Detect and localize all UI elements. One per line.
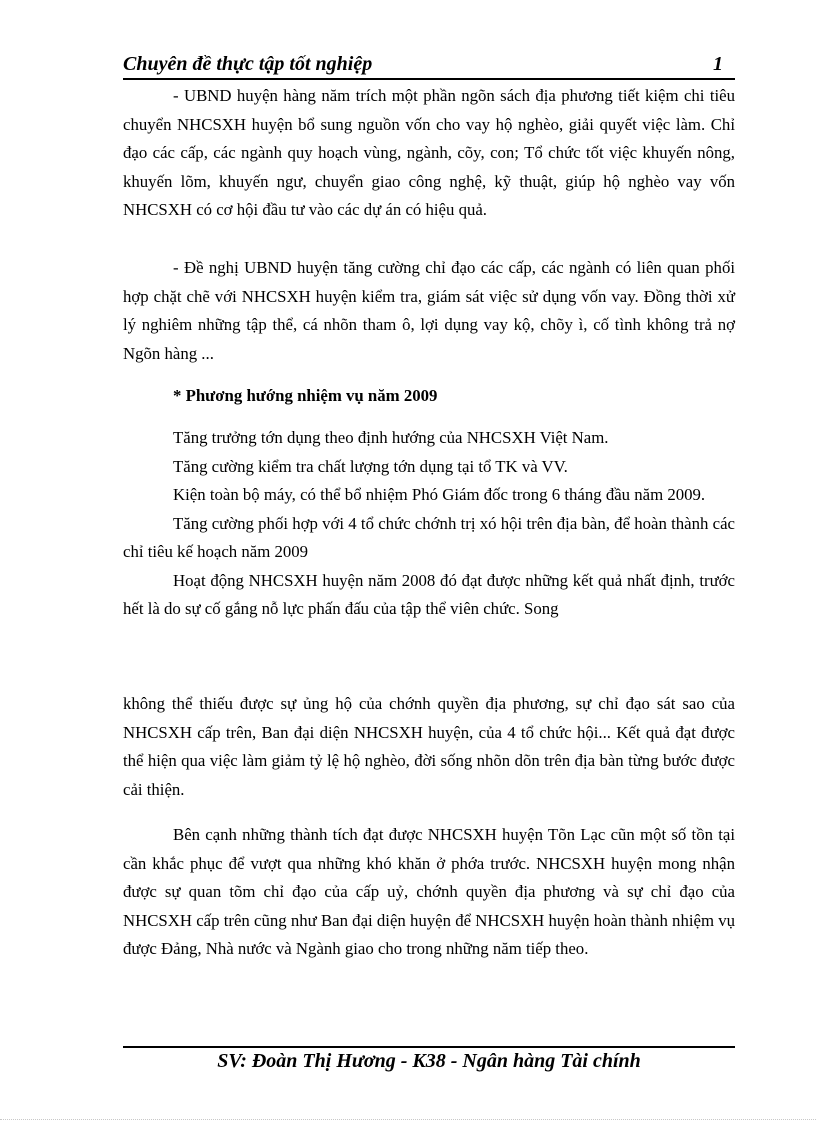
paragraph-text: Bên cạnh những thành tích đạt được NHCSXH huyện Tõn Lạc cũn một số tồn tại cần khắc phục để vượt qua những khó khăn ở phớa trước. NHCSXH huyện mong nhận được sự quan tõm chỉ đạo của cấp uỷ, chớnh quyền địa phương và sự chỉ đạo của NHCSXH cấp trên cũng như Ban đại diện huyện để NHCSXH huyện hoàn thành nhiệm vụ được Đảng, Nhà nước và Ngành giao cho trong những năm tiếp theo. <box>123 825 735 958</box>
task-item: Kiện toàn bộ máy, có thể bổ nhiệm Phó Giám đốc trong 6 tháng đầu năm 2009. <box>173 485 706 504</box>
task-item: Tăng trưởng tớn dụng theo định hướng của NHCSXH Việt Nam. <box>173 428 609 447</box>
task-item: Tăng cường kiểm tra chất lượng tớn dụng tại tổ TK và VV. <box>173 456 568 476</box>
page-bottom-border <box>0 1119 816 1120</box>
section-heading: * Phương hướng nhiệm vụ năm 2009 <box>173 386 438 405</box>
header-title: Chuyên đề thực tập tốt nghiệp <box>123 53 373 75</box>
paragraph-ubnd-supervision <box>123 254 735 368</box>
paragraph-text: - Đề nghị UBND huyện tăng cường chỉ đạo các cấp, các ngành có liên quan phối hợp chặt chẽ với NHCSXH huyện kiểm tra, giám sát việc sử dụng vốn vay. Đồng thời xử lý nghiêm những tập thể, cá nhõn tham ô, lợi dụng vay kộ, chõy ì, cố tình không trả nợ Ngõn hàng ... <box>123 258 735 363</box>
paragraph-text: không thể thiếu được sự ủng hộ của chớnh quyền địa phương, sự chỉ đạo sát sao của NHCSXH cấp trên, Ban đại diện NHCSXH huyện, của 4 tổ chức hội... Kết quả đạt được thể hiện qua việc làm giảm tỷ lệ hộ nghèo, đời sống nhõn dõn trên địa bàn từng bước được cải thiện. <box>123 694 735 799</box>
paragraph-ubnd-funding <box>123 82 735 225</box>
closing-paragraph <box>123 821 735 964</box>
page-header <box>123 52 735 80</box>
task-item: Tăng cường phối hợp với 4 tổ chức chớnh trị xó hội trên địa bàn, để hoàn thành các chỉ tiêu kế hoạch năm 2009 <box>123 513 735 561</box>
paragraph-text: - UBND huyện hàng năm trích một phần ngõn sách địa phương tiết kiệm chi tiêu chuyển NHCSXH huyện bổ sung nguồn vốn cho vay hộ nghèo, giải quyết việc làm. Chỉ đạo các cấp, các ngành quy hoạch vùng, ngành, cõy, con; Tổ chức tốt việc khuyến nông, khuyến lõm, khuyến ngư, chuyển giao công nghệ, kỹ thuật, giúp hộ nghèo vay vốn NHCSXH có cơ hội đầu tư vào các dự án có hiệu quả. <box>123 86 735 219</box>
continuation-paragraph <box>123 690 735 804</box>
footer-divider <box>123 1046 735 1048</box>
task-list <box>123 424 735 624</box>
task-item: Hoạt động NHCSXH huyện năm 2008 đó đạt được những kết quả nhất định, trước hết là do sự cố gắng nỗ lực phấn đấu của tập thể viên chức. Song <box>123 570 735 618</box>
page-number: 1 <box>713 53 723 75</box>
footer-author: SV: Đoàn Thị Hương - K38 - Ngân hàng Tài chính <box>217 1050 641 1072</box>
